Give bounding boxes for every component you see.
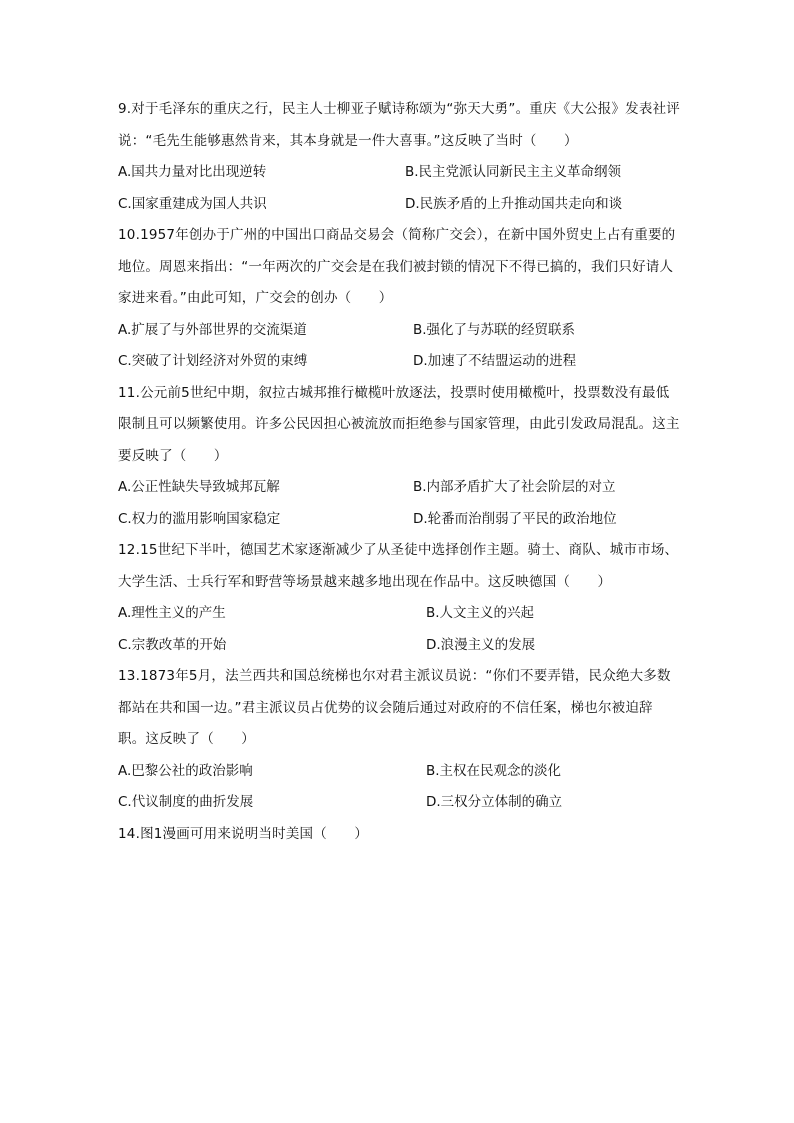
- option-a: A.理性主义的产生: [118, 605, 226, 621]
- option-c: C.权力的滥用影响国家稳定: [118, 510, 281, 527]
- question-10: [118, 220, 680, 378]
- question-9: [118, 94, 680, 220]
- question-stem: 12.15世纪下半叶，德国艺术家逐渐减少了从圣徒中选择创作主题。骑士、商队、城市市场、大学生活、士兵行军和野营等场景越来越多地出现在作品中。这反映德国（ ）: [118, 542, 679, 590]
- option-a: A.国共力量对比出现逆转: [118, 164, 267, 180]
- question-stem: 9.对于毛泽东的重庆之行，民主人士柳亚子赋诗称颂为“弥天大勇”。重庆《大公报》发表社评说：“毛先生能够惠然肯来，其本身就是一件大喜事。”这反映了当时（ ）: [118, 101, 680, 149]
- question-12: [118, 535, 680, 661]
- option-a: A.扩展了与外部世界的交流渠道: [118, 321, 307, 338]
- option-grid: [118, 598, 680, 661]
- question-stem: 13.1873年5月，法兰西共和国总统梯也尔对君主派议员说：“你们不要弄错，民众绝大多数都站在共和国一边。”君主派议员占优势的议会随后通过对政府的不信任案，梯也尔被迫辞职。这反映了（ ）: [118, 668, 671, 747]
- question-14: [118, 819, 680, 851]
- option-b: B.人文主义的兴起: [426, 605, 535, 621]
- option-c: C.突破了计划经济对外贸的束缚: [118, 353, 308, 369]
- option-d: D.民族矛盾的上升推动国共走向和谈: [405, 195, 623, 212]
- option-d: D.三权分立体制的确立: [426, 794, 563, 810]
- option-grid: [118, 157, 680, 220]
- option-c: C.代议制度的曲折发展: [118, 794, 254, 810]
- question-stem: 11.公元前5世纪中期，叙拉古城邦推行橄榄叶放逐法，投票时使用橄榄叶，投票数没有最低限制且可以频繁使用。许多公民因担心被流放而拒绝参与国家管理，由此引发政局混乱。这主要反映了（ ）: [118, 384, 680, 464]
- option-b: B.内部矛盾扩大了社会阶层的对立: [413, 479, 616, 495]
- question-stem: 10.1957年创办于广州的中国出口商品交易会（简称广交会），在新中国外贸史上占有重要的地位。周恩来指出：“一年两次的广交会是在我们被封锁的情况下不得已搞的，我们只好请人家进来看。”由此可知，广交会的创办（ ）: [118, 227, 676, 306]
- option-d: D.轮番而治削弱了平民的政治地位: [413, 510, 617, 527]
- option-a: A.巴黎公社的政治影响: [118, 762, 253, 779]
- option-b: B.主权在民观念的淡化: [426, 762, 562, 779]
- option-b: B.强化了与苏联的经贸联系: [413, 321, 576, 338]
- option-c: C.国家重建成为国人共识: [118, 195, 267, 212]
- option-grid: [118, 315, 680, 378]
- question-13: [118, 661, 680, 819]
- question-page: [118, 94, 680, 850]
- question-stem: 14.图1漫画可用来说明当时美国（ ）: [118, 825, 369, 842]
- option-b: B.民主党派认同新民主主义革命纲领: [405, 164, 622, 180]
- option-grid: [118, 756, 680, 819]
- question-11: [118, 378, 680, 536]
- option-a: A.公正性缺失导致城邦瓦解: [118, 479, 280, 495]
- option-grid: [118, 472, 680, 535]
- option-c: C.宗教改革的开始: [118, 636, 227, 653]
- option-d: D.浪漫主义的发展: [426, 636, 536, 653]
- option-d: D.加速了不结盟运动的进程: [413, 353, 577, 369]
